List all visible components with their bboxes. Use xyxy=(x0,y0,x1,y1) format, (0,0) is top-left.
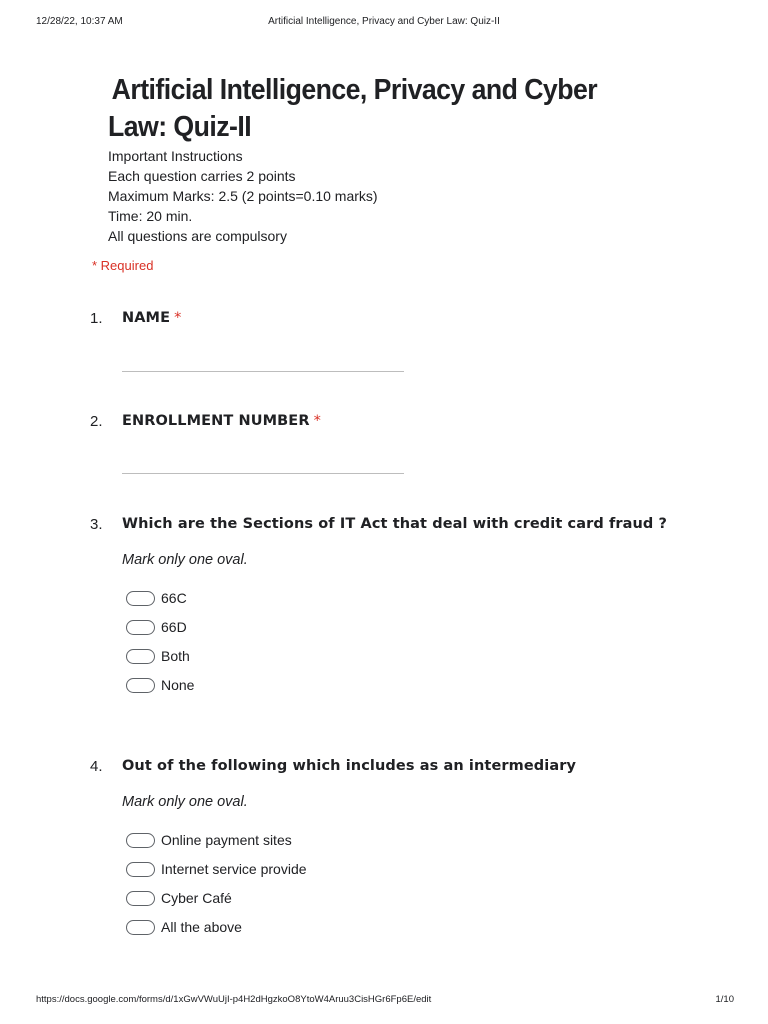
question-number: 2. xyxy=(90,413,103,430)
option-label: Both xyxy=(161,648,190,664)
radio-option[interactable] xyxy=(126,675,194,695)
question-text: Out of the following which includes as an intermediary xyxy=(122,758,577,774)
instruction-line: Time: 20 min. xyxy=(108,208,193,224)
radio-oval-icon[interactable] xyxy=(126,862,155,877)
page-url: https://docs.google.com/forms/d/1xGwVWuUjI-p4H2dHgzkoO8YtoW4Aruu3CisHGr6Fp6E/edit xyxy=(36,994,432,1005)
question-number: 4. xyxy=(90,758,103,775)
radio-oval-icon[interactable] xyxy=(126,920,155,935)
question-number: 3. xyxy=(90,516,103,533)
question-hint: Mark only one oval. xyxy=(122,794,248,810)
radio-oval-icon[interactable] xyxy=(126,891,155,906)
radio-oval-icon[interactable] xyxy=(126,620,155,635)
print-doc-title: Artificial Intelligence, Privacy and Cyber Law: Quiz-II xyxy=(268,16,500,27)
radio-option[interactable] xyxy=(126,646,190,666)
instruction-line: All questions are compulsory xyxy=(108,228,287,244)
question-label: ENROLLMENT NUMBER xyxy=(122,413,310,429)
question-hint: Mark only one oval. xyxy=(122,552,248,568)
print-datetime: 12/28/22, 10:37 AM xyxy=(36,16,123,27)
page-number: 1/10 xyxy=(715,994,734,1005)
question-label: NAME xyxy=(122,310,171,326)
form-title-line1: Artificial Intelligence, Privacy and Cyber xyxy=(111,74,598,106)
question-text xyxy=(122,310,722,326)
form-title-line2: Law: Quiz-II xyxy=(108,111,252,143)
question-number: 1. xyxy=(90,310,103,327)
radio-option[interactable] xyxy=(126,617,187,637)
name-answer-field[interactable] xyxy=(122,371,404,372)
radio-oval-icon[interactable] xyxy=(126,678,155,693)
radio-option[interactable] xyxy=(126,888,232,908)
option-label: Online payment sites xyxy=(161,832,292,848)
radio-oval-icon[interactable] xyxy=(126,649,155,664)
option-label: Internet service provide xyxy=(161,861,307,877)
instruction-line: Important Instructions xyxy=(108,148,243,164)
radio-option[interactable] xyxy=(126,830,292,850)
option-label: 66C xyxy=(161,590,187,606)
option-label: Cyber Café xyxy=(161,890,232,906)
print-footer xyxy=(0,994,768,1008)
radio-oval-icon[interactable] xyxy=(126,591,155,606)
radio-option[interactable] xyxy=(126,859,307,879)
print-header xyxy=(0,16,768,32)
question-text: Which are the Sections of IT Act that deal with credit card fraud ? xyxy=(122,516,668,532)
form-instructions xyxy=(108,146,378,246)
option-label: None xyxy=(161,677,195,693)
instruction-line: Maximum Marks: 2.5 (2 points=0.10 marks) xyxy=(108,188,378,204)
radio-option[interactable] xyxy=(126,588,187,608)
required-asterisk: * xyxy=(174,310,182,326)
option-label: All the above xyxy=(161,919,242,935)
radio-option[interactable] xyxy=(126,917,242,937)
enrollment-answer-field[interactable] xyxy=(122,473,404,474)
instruction-line: Each question carries 2 points xyxy=(108,168,296,184)
required-note: * Required xyxy=(92,258,154,273)
radio-oval-icon[interactable] xyxy=(126,833,155,848)
required-asterisk: * xyxy=(313,413,321,429)
question-text xyxy=(122,413,722,429)
form-title xyxy=(108,72,623,146)
option-label: 66D xyxy=(161,619,187,635)
